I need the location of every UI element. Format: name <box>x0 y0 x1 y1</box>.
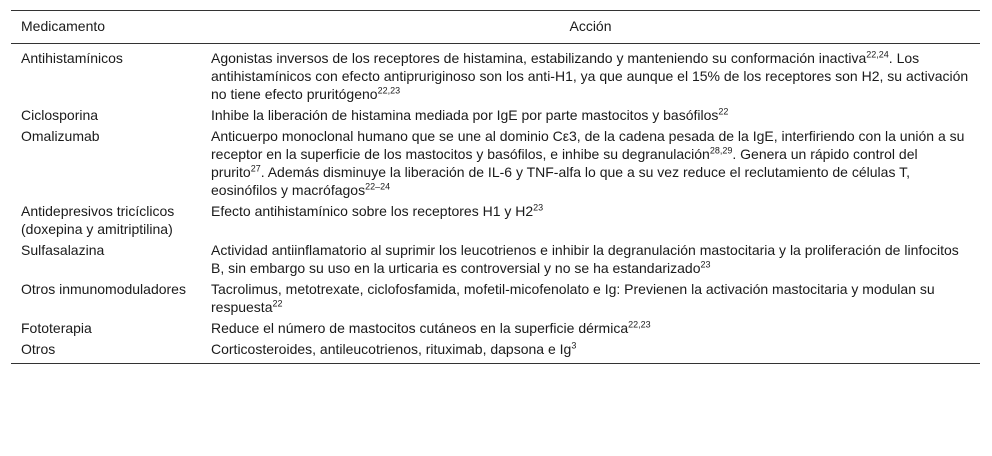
reference-superscript: 22–24 <box>365 181 391 192</box>
table-row <box>11 44 980 106</box>
header-medicamento: Medicamento <box>11 11 201 44</box>
table-row <box>11 126 980 201</box>
reference-superscript: 23 <box>700 259 711 270</box>
table-row <box>11 201 980 240</box>
action-text: Actividad antiinflamatorio al suprimir los leucotrienos e inhibir la degranulación mastocitaria y la proliferación de linfocitos B, sin embargo su uso en la urticaria es controversial y no se ha estandarizado <box>211 242 959 276</box>
table-row <box>11 105 980 126</box>
action-text: Efecto antihistamínico sobre los receptores H1 y H2 <box>211 203 534 219</box>
drug-name-cell: Antihistamínicos <box>21 50 123 66</box>
action-text: Corticosteroides, antileucotrienos, rituximab, dapsona e Ig <box>211 341 572 357</box>
reference-superscript: 22 <box>272 298 283 309</box>
action-text: Agonistas inversos de los receptores de histamina, estabilizando y manteniendo su conformación inactiva <box>211 50 867 66</box>
drug-name-cell: Otros inmunomoduladores <box>21 281 186 297</box>
drug-action-cell <box>201 279 980 318</box>
reference-superscript: 28,29 <box>709 145 733 156</box>
table-row <box>11 318 980 339</box>
table-row <box>11 339 980 364</box>
table-row <box>11 240 980 279</box>
drug-action-cell <box>201 318 980 339</box>
table-row <box>11 279 980 318</box>
action-text: Inhibe la liberación de histamina mediada por IgE por parte mastocitos y basófilos <box>211 107 719 123</box>
drug-action-cell <box>201 105 980 126</box>
medication-table-container <box>11 10 980 364</box>
drug-action-cell <box>201 339 980 364</box>
drug-name-cell: Otros <box>11 339 201 364</box>
action-text: . Además disminuye la liberación de IL-6 y TNF-alfa lo que a su vez reduce el reclutamiento de células T, eosinófilos y macrófagos <box>211 164 910 198</box>
action-text: Reduce el número de mastocitos cutáneos en la superficie dérmica <box>211 320 629 336</box>
reference-superscript: 27 <box>250 163 261 174</box>
header-row <box>11 11 980 44</box>
reference-superscript: 3 <box>571 340 577 351</box>
reference-superscript: 22 <box>718 106 729 117</box>
drug-name-cell: Sulfasalazina <box>21 242 105 258</box>
reference-superscript: 22,23 <box>628 319 651 330</box>
header-accion: Acción <box>201 11 980 44</box>
drug-name-cell: Antidepresivos tricíclicos (doxepina y amitriptilina) <box>21 203 175 237</box>
reference-superscript: 23 <box>533 202 544 213</box>
reference-superscript: 22,24 <box>866 49 889 60</box>
medication-table <box>11 10 980 364</box>
reference-superscript: 22,23 <box>377 85 401 96</box>
table-header <box>11 11 980 44</box>
drug-action-cell <box>201 240 980 279</box>
drug-name-cell: Fototerapia <box>21 320 92 336</box>
table-body <box>11 44 980 364</box>
drug-name-cell: Omalizumab <box>21 128 100 144</box>
action-text: . Los antihistamínicos con efecto antipruriginoso son los anti-H1, ya que aunque el 15% de los receptores son H2, su activación no tiene efecto pruritógeno <box>211 50 969 102</box>
drug-action-cell <box>201 44 980 106</box>
drug-action-cell <box>201 201 980 240</box>
action-text: Tacrolimus, metotrexate, ciclofosfamida, mofetil-micofenolato e Ig: Previenen la activación mastocitaria y modulan su respuesta <box>211 281 935 315</box>
drug-name-cell: Ciclosporina <box>21 107 99 123</box>
action-text: Anticuerpo monoclonal humano que se une al dominio Cε3, de la cadena pesada de la IgE, interfiriendo con la unión a su receptor en la superficie de los mastocitos y basófilos, e inhibe su degranulación <box>211 128 965 162</box>
drug-action-cell <box>201 126 980 201</box>
action-text: . Genera un rápido control del prurito <box>211 146 918 180</box>
